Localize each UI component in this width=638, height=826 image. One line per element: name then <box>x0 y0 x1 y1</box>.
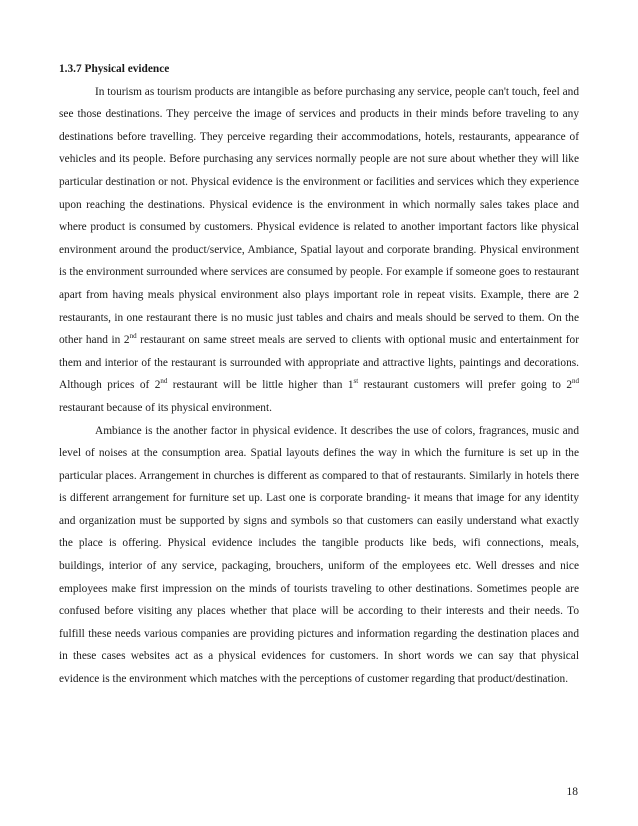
section-heading: 1.3.7 Physical evidence <box>59 63 170 75</box>
superscript-ordinal: st <box>353 377 359 386</box>
page-number: 18 <box>566 786 578 798</box>
paragraph-text: In tourism as tourism products are intangible as before purchasing any service, people can't touch, feel and see those destinations. They perceive the image of services and products in their minds before traveling to any destinations before travelling. They perceive regarding their accommodations, hotels, restaurants, appearance of vehicles and its people. Before purchasing any services normally people are not sure about whether they will like particular destination or not. Physical evidence is the environment or facilities and services which they experience upon reaching the destinations. Physical evidence is the environment in which normally sales takes place and where product is consumed by customers. Physical evidence is related to another important factors like physical environment around the product/service, Ambiance, Spatial layout and corporate branding. Physical environment is the environment surrounded where services are consumed by people. For example if someone goes to restaurant apart from having meals physical environment also plays important role in repeat visits. Example, there are 2 restaurants, in one restaurant there is no music just tables and chairs and meals should be served to them. On the other hand in 2 <box>59 85 579 347</box>
paragraph-ambiance: Ambiance is the another factor in physical evidence. It describes the use of colors, fragrances, music and level of noises at the consumption area. Spatial layouts defines the way in which the furniture is set up in the particular places. Arrangement in churches is different as compared to that of restaurants. Similarly in hotels there is different arrangement for furniture set up. Last one is corporate branding- it means that image for any identity and organization must be supported by signs and symbols so that customers can easily understand what exactly the place is offering. Physical evidence includes the tangible products like beds, wifi connections, meals, buildings, interior of any service, packaging, brouchers, uniform of the employees etc. Well dresses and nice employees make first impression on the minds of tourists traveling to other destinations. Sometimes people are confused before visiting any places whether that place will be according to their interests and their needs. To fulfill these needs various companies are providing pictures and information regarding the destination places and in these cases websites act as a physical evidences for customers. In short words we can say that physical evidence is the environment which matches with the perceptions of customer regarding that product/destination. <box>59 424 579 686</box>
document-body <box>59 58 579 691</box>
paragraph-text: restaurant customers will prefer going to 2 <box>358 379 573 392</box>
paragraph-text: restaurant on same street meals are served to clients with optional music and entertainment for them and interior of the restaurant is surrounded with appropriate and attractive lights, paintings and decorations. Although prices of 2 <box>59 334 579 392</box>
superscript-ordinal: nd <box>572 377 580 386</box>
paragraph-text: restaurant will be little higher than 1 <box>167 379 354 392</box>
superscript-ordinal: nd <box>160 377 168 386</box>
paragraph-physical-evidence <box>59 81 579 420</box>
paragraph-text: restaurant because of its physical environment. <box>59 401 272 414</box>
superscript-ordinal: nd <box>129 332 137 341</box>
